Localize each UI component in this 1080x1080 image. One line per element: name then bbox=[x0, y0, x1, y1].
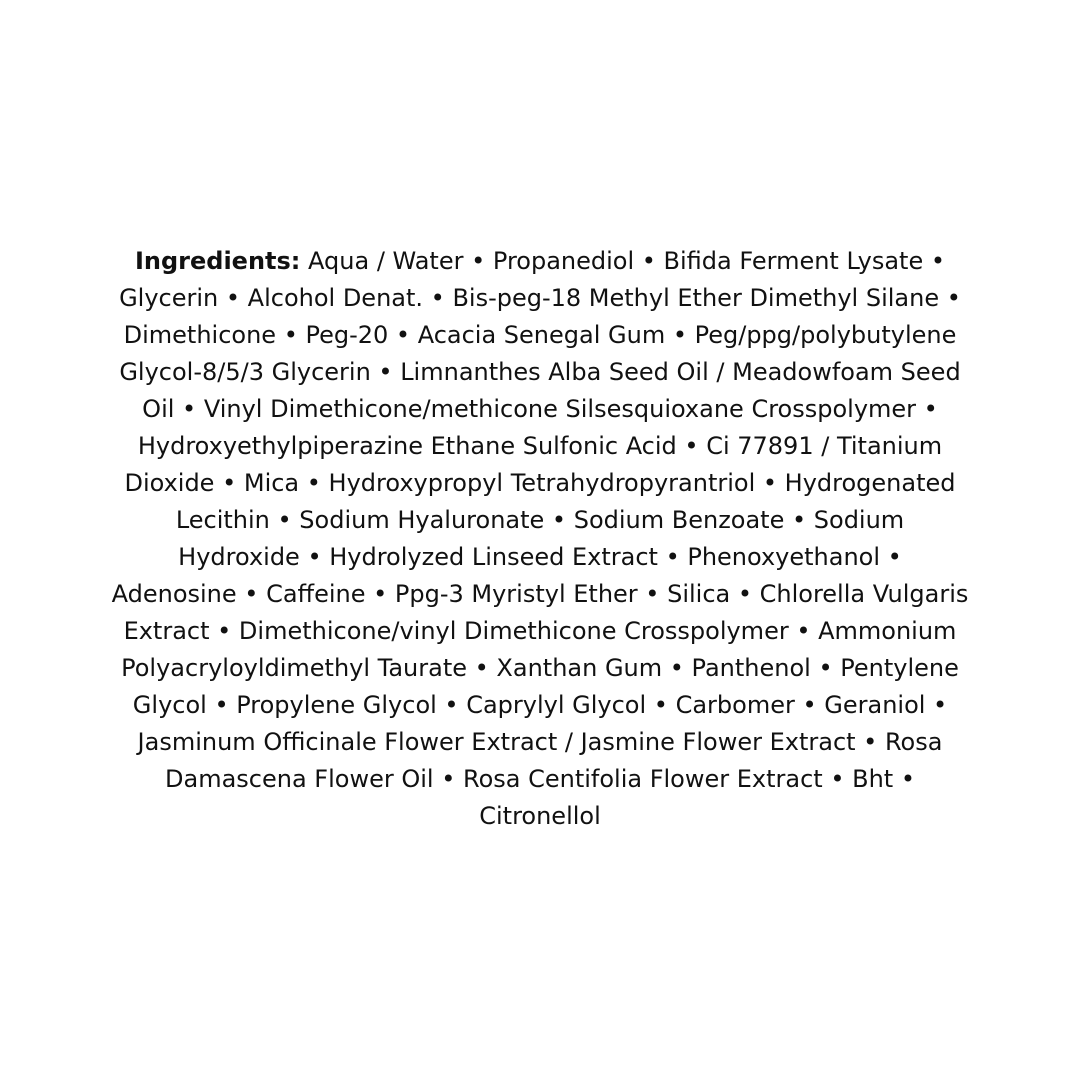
ingredients-line: Citronellol bbox=[479, 802, 601, 830]
ingredients-line: Adenosine • Caffeine • Ppg-3 Myristyl Ether • Silica • Chlorella Vulgaris bbox=[111, 580, 969, 608]
ingredients-line: Glycol • Propylene Glycol • Caprylyl Glycol • Carbomer • Geraniol • bbox=[132, 691, 948, 719]
ingredients-line: Hydroxyethylpiperazine Ethane Sulfonic Acid • Ci 77891 / Titanium bbox=[137, 432, 943, 460]
ingredients-text: Aqua / Water • Propanediol • Bifida Ferment Lysate • bbox=[300, 247, 946, 275]
ingredients-line: Glycol-8/5/3 Glycerin • Limnanthes Alba Seed Oil / Meadowfoam Seed bbox=[119, 358, 961, 386]
ingredients-line: Hydroxide • Hydrolyzed Linseed Extract • Phenoxyethanol • bbox=[178, 543, 902, 571]
ingredients-line: Extract • Dimethicone/vinyl Dimethicone Crosspolymer • Ammonium bbox=[123, 617, 957, 645]
ingredients-line: Polyacryloyldimethyl Taurate • Xanthan Gum • Panthenol • Pentylene bbox=[121, 654, 959, 682]
ingredients-line: Dimethicone • Peg-20 • Acacia Senegal Gum • Peg/ppg/polybutylene bbox=[123, 321, 957, 349]
ingredients-line bbox=[80, 243, 1000, 280]
ingredients-list bbox=[80, 243, 1000, 835]
ingredients-line: Damascena Flower Oil • Rosa Centifolia Flower Extract • Bht • bbox=[165, 765, 915, 793]
ingredients-line: Jasminum Officinale Flower Extract / Jasmine Flower Extract • Rosa bbox=[137, 728, 943, 756]
ingredients-line: Oil • Vinyl Dimethicone/methicone Silsesquioxane Crosspolymer • bbox=[142, 395, 938, 423]
ingredients-line: Glycerin • Alcohol Denat. • Bis-peg-18 Methyl Ether Dimethyl Silane • bbox=[119, 284, 961, 312]
ingredients-heading: Ingredients: bbox=[134, 247, 301, 275]
ingredients-line: Lecithin • Sodium Hyaluronate • Sodium Benzoate • Sodium bbox=[175, 506, 905, 534]
ingredients-line: Dioxide • Mica • Hydroxypropyl Tetrahydropyrantriol • Hydrogenated bbox=[124, 469, 956, 497]
